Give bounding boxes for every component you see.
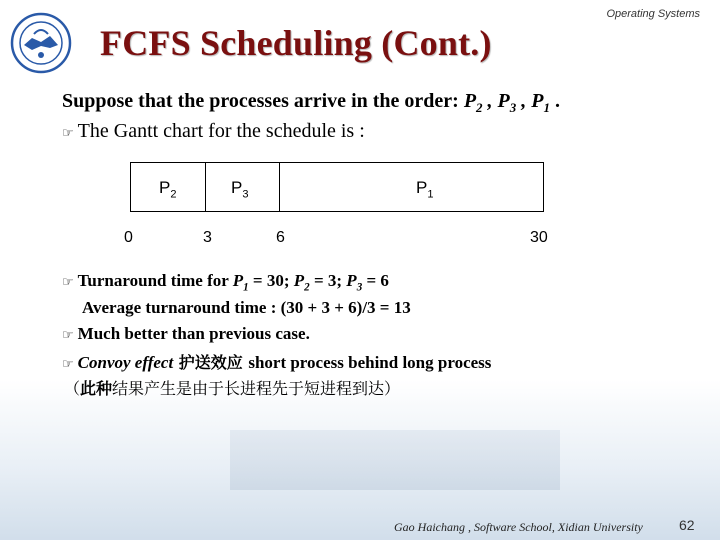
gantt-tick-label: 30 [530,229,548,246]
gantt-tick-label: 6 [276,229,285,246]
pointing-hand-icon: ☞ [62,275,74,290]
bullet-turnaround: ☞ Turnaround time for $P_1 = 30$; $P_2 = 3$; $P_3 = 6$ [62,271,389,294]
course-name: Operating Systems [606,8,700,20]
pointing-hand-icon: ☞ [62,328,74,343]
gantt-segment-label: $P_1$ [416,178,434,201]
gantt-chart [130,162,544,212]
pointing-hand-icon: ☞ [62,357,74,372]
pointing-hand-icon: ☞ [62,126,74,141]
gantt-divider [279,162,280,212]
average-turnaround: Average turnaround time : (30 + 3 + 6)/3 = 13 [82,298,411,317]
bullet-convoy: ☞ Convoy effect 护送效应 short process behind long process [62,353,492,372]
footer-author: Gao Haichang , Software School, Xidian University [394,520,643,534]
gantt-divider [205,162,206,212]
page-number: 62 [679,517,695,533]
gantt-segment-label: $P_2$ [159,178,177,201]
intro-line-1: Suppose that the processes arrive in the order: $P_2$ , $P_3$ , $P_1$ . [62,90,560,115]
intro-line-2: ☞ The Gantt chart for the schedule is : [62,120,365,142]
background-building [230,430,560,490]
slide-title: FCFS Scheduling (Cont.) [100,23,492,63]
gantt-tick-label: 0 [124,229,133,246]
bullet-better: ☞ Much better than previous case. [62,324,310,343]
gantt-tick-label: 3 [203,229,212,246]
university-logo [10,12,72,74]
gantt-segment-label: $P_3$ [231,178,249,201]
convoy-explanation: （此种结果产生是由于长进程先于短进程到达） [64,379,401,398]
